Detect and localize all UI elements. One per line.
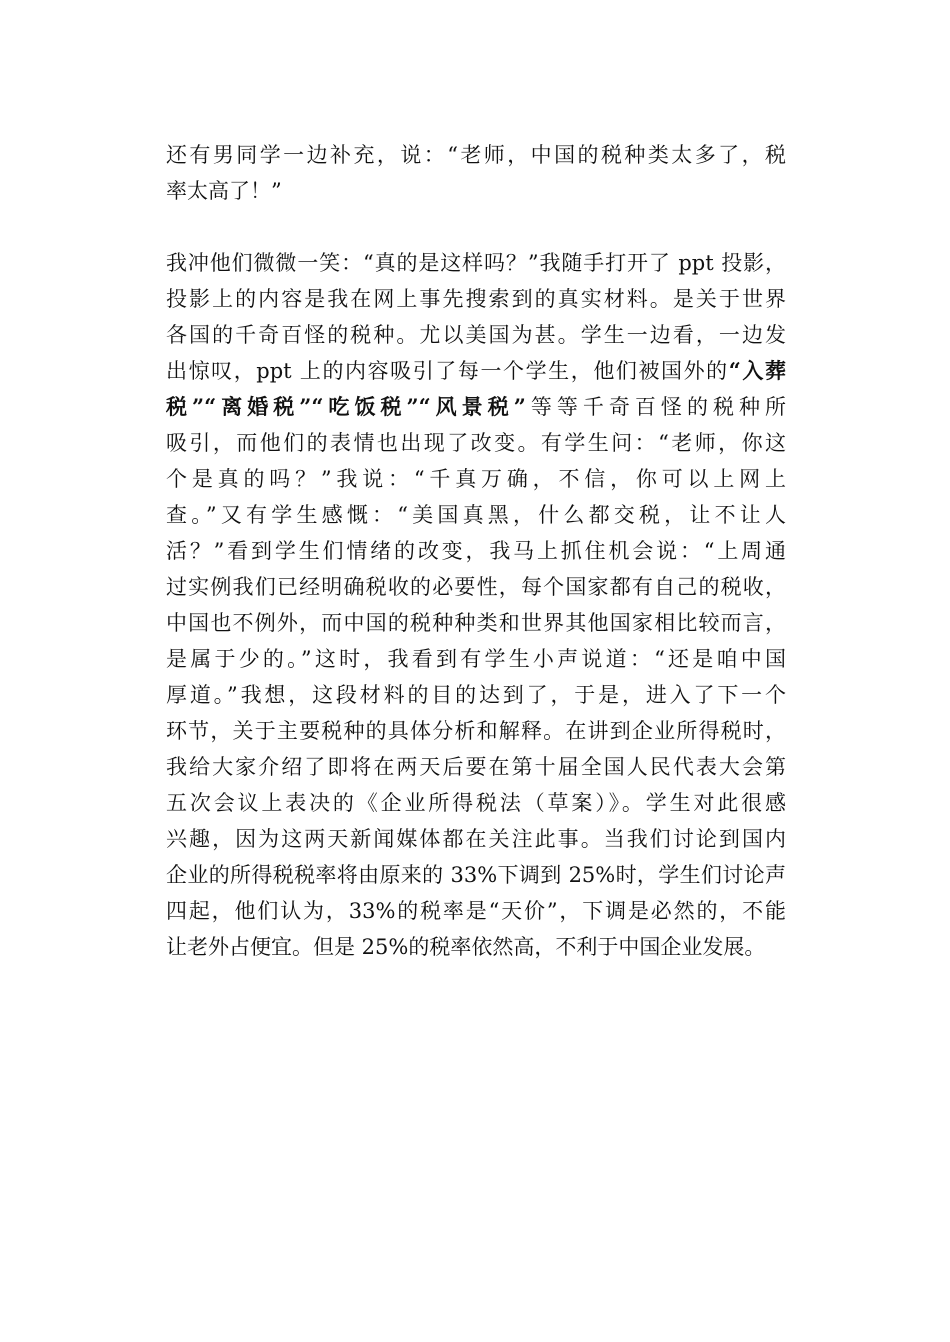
- paragraph-2-line-1: 我冲他们微微一笑：“真的是这样吗？”我随手打开了 ppt 投影，: [166, 251, 786, 275]
- line-5-plain-text: 等等千奇百怪的税种所: [525, 395, 787, 419]
- paragraph-2-line-18: 企业的所得税税率将由原来的 33%下调到 25%时，学生们讨论声: [166, 863, 786, 887]
- paragraph-2-line-16: 五次会议上表决的《企业所得税法（草案）》。学生对此很感: [166, 791, 786, 815]
- paragraph-1-line-2: 率太高了！”: [166, 179, 282, 203]
- paragraph-2-line-7: 个是真的吗？”我说：“千真万确，不信，你可以上网上: [166, 467, 786, 491]
- paragraph-2-line-3: 各国的千奇百怪的税种。尤以美国为甚。学生一边看，一边发: [166, 323, 786, 347]
- paragraph-2-line-19: 四起，他们认为，33%的税率是“天价”，下调是必然的，不能: [166, 899, 786, 923]
- bold-tax-names-start: “入葬: [728, 358, 786, 383]
- paragraph-2-line-8: 查。”又有学生感慨：“美国真黑，什么都交税，让不让人: [166, 503, 786, 527]
- paragraph-2-line-15: 我给大家介绍了即将在两天后要在第十届全国人民代表大会第: [166, 755, 786, 779]
- paragraph-2-line-20: 让老外占便宜。但是 25%的税率依然高，不利于中国企业发展。: [166, 935, 766, 959]
- paragraph-2-line-2: 投影上的内容是我在网上事先搜索到的真实材料。是关于世界: [166, 287, 786, 311]
- paragraph-2-line-12: 是属于少的。”这时，我看到有学生小声说道：“还是咱中国: [166, 647, 786, 671]
- paragraph-2-line-14: 环节，关于主要税种的具体分析和解释。在讲到企业所得税时，: [166, 719, 786, 743]
- paragraph-2-line-6: 吸引，而他们的表情也出现了改变。有学生问：“老师，你这: [166, 431, 786, 455]
- paragraph-2-line-9: 活？”看到学生们情绪的改变，我马上抓住机会说：“上周通: [166, 539, 786, 563]
- paragraph-2: [166, 245, 786, 965]
- paragraph-2-line-4: [166, 353, 786, 389]
- paragraph-2-line-10: 过实例我们已经明确税收的必要性，每个国家都有自己的税收，: [166, 575, 786, 599]
- paragraph-2-line-13: 厚道。”我想，这段材料的目的达到了，于是，进入了下一个: [166, 683, 786, 707]
- paragraph-2-line-17: 兴趣，因为这两天新闻媒体都在关注此事。当我们讨论到国内: [166, 827, 786, 851]
- paragraph-2-line-5: [166, 389, 786, 425]
- paragraph-1: [166, 137, 786, 209]
- bold-tax-names: 税”“离婚税”“吃饭税”“风景税”: [166, 394, 526, 419]
- paragraph-1-line-1: 还有男同学一边补充，说：“老师，中国的税种类太多了，税: [166, 143, 786, 167]
- line-4-plain-text: 出惊叹，ppt 上的内容吸引了每一个学生，他们被国外的: [166, 359, 729, 383]
- paragraph-2-line-11: 中国也不例外，而中国的税种种类和世界其他国家相比较而言，: [166, 611, 786, 635]
